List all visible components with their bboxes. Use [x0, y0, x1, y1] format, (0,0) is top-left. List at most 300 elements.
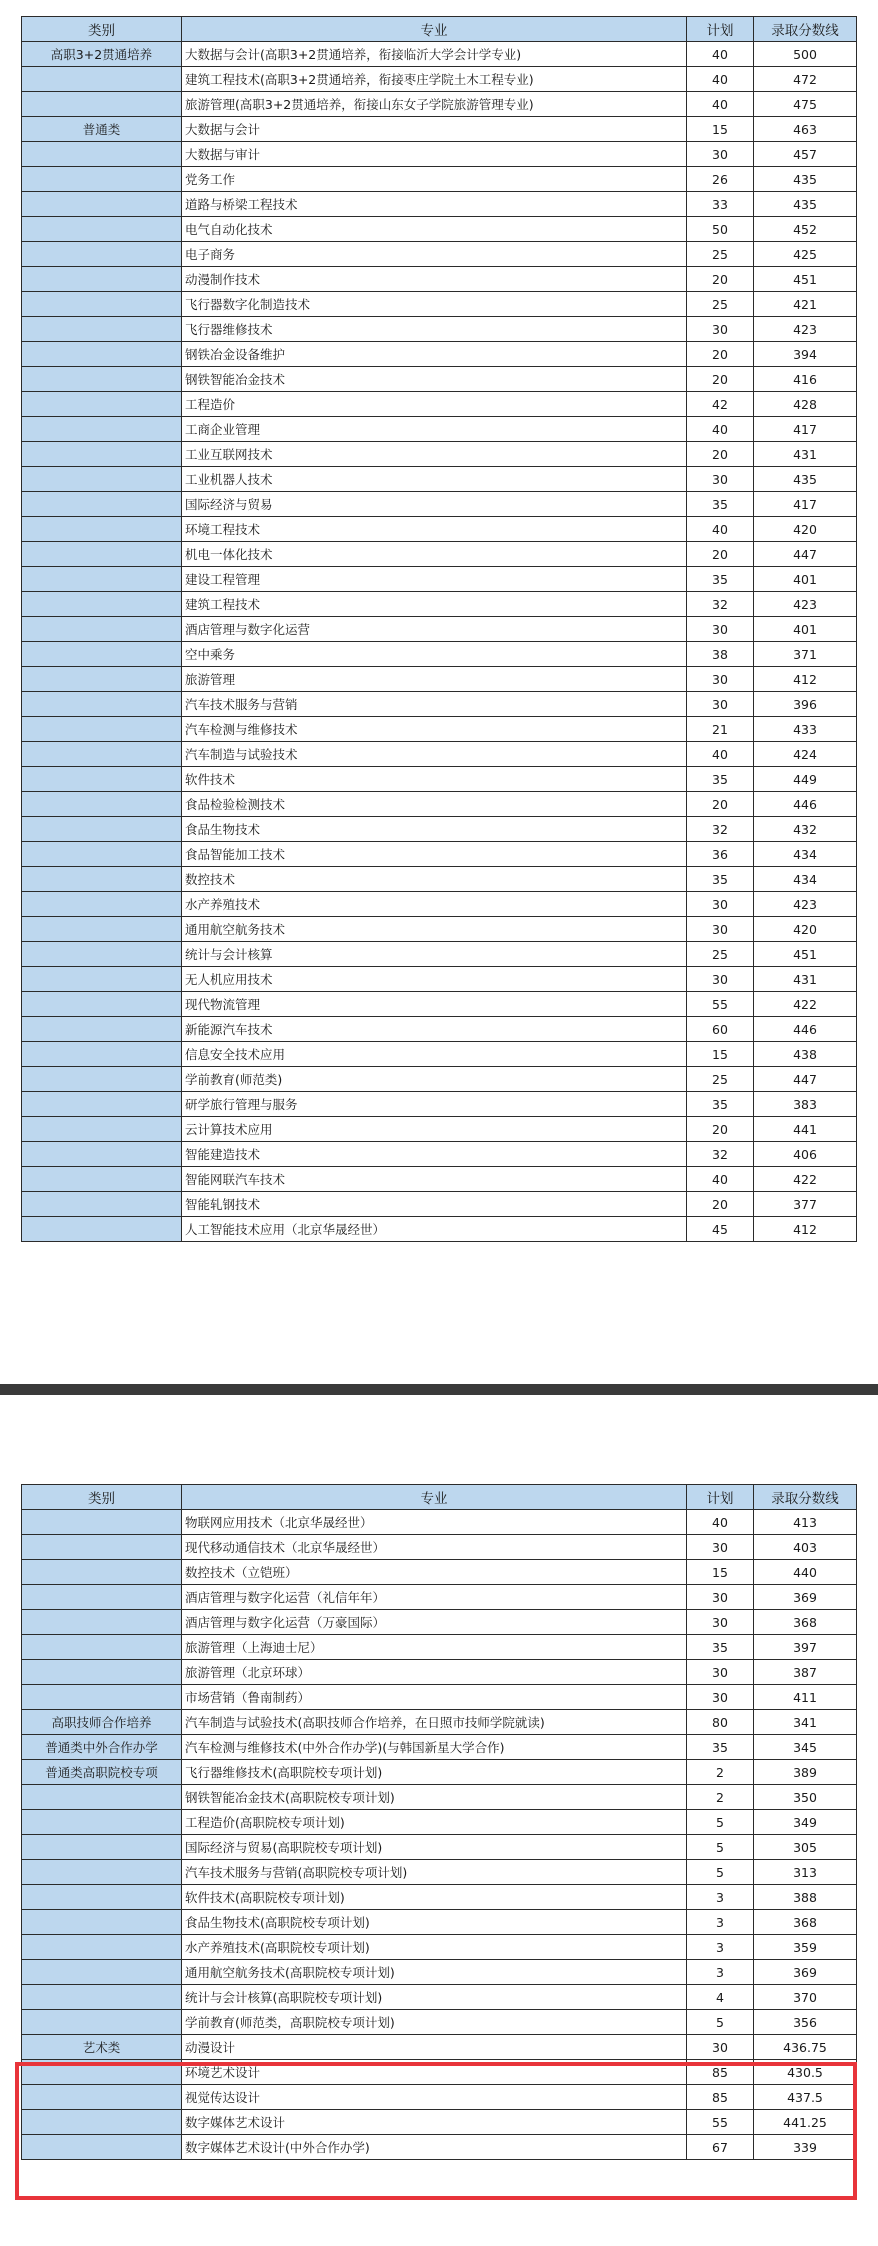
- table-row: [22, 1885, 857, 1910]
- table-row: [22, 917, 857, 942]
- plan-cell: 20: [687, 1117, 754, 1142]
- major-cell: 飞行器维修技术: [182, 317, 687, 342]
- major-cell: 智能建造技术: [182, 1142, 687, 1167]
- plan-cell: 40: [687, 67, 754, 92]
- category-cell: [22, 67, 182, 92]
- score-cell: 313: [754, 1860, 857, 1885]
- major-cell: 道路与桥梁工程技术: [182, 192, 687, 217]
- major-cell: 建筑工程技术(高职3+2贯通培养，衔接枣庄学院土木工程专业): [182, 67, 687, 92]
- major-cell: 云计算技术应用: [182, 1117, 687, 1142]
- major-cell: 智能轧钢技术: [182, 1192, 687, 1217]
- plan-cell: 3: [687, 1910, 754, 1935]
- category-cell: [22, 1067, 182, 1092]
- category-cell: [22, 142, 182, 167]
- score-cell: 370: [754, 1985, 857, 2010]
- major-cell: 汽车制造与试验技术: [182, 742, 687, 767]
- major-cell: 建筑工程技术: [182, 592, 687, 617]
- table-row: [22, 642, 857, 667]
- major-cell: 国际经济与贸易: [182, 492, 687, 517]
- category-cell: [22, 2010, 182, 2035]
- table-row: [22, 1910, 857, 1935]
- plan-cell: 25: [687, 292, 754, 317]
- category-cell: [22, 2135, 182, 2160]
- plan-cell: 15: [687, 117, 754, 142]
- table-row: [22, 1560, 857, 1585]
- major-cell: 食品生物技术: [182, 817, 687, 842]
- plan-cell: 40: [687, 42, 754, 67]
- plan-cell: 35: [687, 1092, 754, 1117]
- major-cell: 党务工作: [182, 167, 687, 192]
- score-cell: 437.5: [754, 2085, 857, 2110]
- plan-cell: 30: [687, 1585, 754, 1610]
- table-row: [22, 2010, 857, 2035]
- score-cell: 350: [754, 1785, 857, 1810]
- major-cell: 国际经济与贸易(高职院校专项计划): [182, 1835, 687, 1860]
- category-cell: 普通类高职院校专项: [22, 1760, 182, 1785]
- category-cell: [22, 542, 182, 567]
- header-category: 类别: [22, 17, 182, 42]
- score-cell: 428: [754, 392, 857, 417]
- major-cell: 工程造价(高职院校专项计划): [182, 1810, 687, 1835]
- table-row: [22, 617, 857, 642]
- score-cell: 463: [754, 117, 857, 142]
- score-cell: 441.25: [754, 2110, 857, 2135]
- plan-cell: 30: [687, 2035, 754, 2060]
- category-cell: [22, 2110, 182, 2135]
- category-cell: [22, 292, 182, 317]
- table-row: [22, 492, 857, 517]
- table-row: [22, 1710, 857, 1735]
- category-cell: [22, 1192, 182, 1217]
- plan-cell: 25: [687, 1067, 754, 1092]
- plan-cell: 40: [687, 1510, 754, 1535]
- score-cell: 434: [754, 842, 857, 867]
- category-cell: [22, 242, 182, 267]
- category-cell: [22, 192, 182, 217]
- table-row: [22, 717, 857, 742]
- table-row: [22, 767, 857, 792]
- score-cell: 423: [754, 317, 857, 342]
- score-cell: 356: [754, 2010, 857, 2035]
- major-cell: 飞行器维修技术(高职院校专项计划): [182, 1760, 687, 1785]
- score-cell: 430.5: [754, 2060, 857, 2085]
- category-cell: [22, 442, 182, 467]
- score-cell: 397: [754, 1635, 857, 1660]
- score-cell: 412: [754, 1217, 857, 1242]
- score-cell: 417: [754, 417, 857, 442]
- plan-cell: 5: [687, 2010, 754, 2035]
- category-cell: [22, 892, 182, 917]
- category-cell: [22, 592, 182, 617]
- category-cell: [22, 617, 182, 642]
- category-cell: [22, 1935, 182, 1960]
- plan-cell: 30: [687, 467, 754, 492]
- plan-cell: 15: [687, 1042, 754, 1067]
- category-cell: [22, 517, 182, 542]
- table-row: [22, 942, 857, 967]
- score-cell: 422: [754, 992, 857, 1017]
- plan-cell: 30: [687, 917, 754, 942]
- plan-cell: 30: [687, 1610, 754, 1635]
- table-row: [22, 792, 857, 817]
- table-row: [22, 242, 857, 267]
- score-cell: 416: [754, 367, 857, 392]
- major-cell: 统计与会计核算: [182, 942, 687, 967]
- plan-cell: 36: [687, 842, 754, 867]
- category-cell: [22, 642, 182, 667]
- table-row: [22, 1785, 857, 1810]
- major-cell: 飞行器数字化制造技术: [182, 292, 687, 317]
- major-cell: 水产养殖技术(高职院校专项计划): [182, 1935, 687, 1960]
- table-row: [22, 1960, 857, 1985]
- plan-cell: 35: [687, 492, 754, 517]
- major-cell: 工商企业管理: [182, 417, 687, 442]
- table-header-row: [22, 17, 857, 42]
- score-cell: 401: [754, 567, 857, 592]
- plan-cell: 33: [687, 192, 754, 217]
- header-major: 专业: [182, 17, 687, 42]
- table-row: [22, 2110, 857, 2135]
- table-row: [22, 1167, 857, 1192]
- major-cell: 新能源汽车技术: [182, 1017, 687, 1042]
- score-cell: 436.75: [754, 2035, 857, 2060]
- table-row: [22, 467, 857, 492]
- score-cell: 369: [754, 1585, 857, 1610]
- major-cell: 学前教育(师范类): [182, 1067, 687, 1092]
- category-cell: [22, 1635, 182, 1660]
- major-cell: 旅游管理（北京环球）: [182, 1660, 687, 1685]
- score-cell: 424: [754, 742, 857, 767]
- plan-cell: 20: [687, 542, 754, 567]
- score-cell: 435: [754, 192, 857, 217]
- category-cell: [22, 1017, 182, 1042]
- category-cell: [22, 92, 182, 117]
- score-cell: 389: [754, 1760, 857, 1785]
- category-cell: [22, 417, 182, 442]
- plan-cell: 60: [687, 1017, 754, 1042]
- score-cell: 423: [754, 892, 857, 917]
- category-cell: [22, 267, 182, 292]
- plan-cell: 35: [687, 867, 754, 892]
- category-cell: 普通类中外合作办学: [22, 1735, 182, 1760]
- major-cell: 电子商务: [182, 242, 687, 267]
- major-cell: 旅游管理（上海迪士尼）: [182, 1635, 687, 1660]
- major-cell: 工业机器人技术: [182, 467, 687, 492]
- plan-cell: 30: [687, 692, 754, 717]
- score-cell: 432: [754, 817, 857, 842]
- plan-cell: 30: [687, 317, 754, 342]
- category-cell: [22, 1217, 182, 1242]
- category-cell: [22, 742, 182, 767]
- table-row: [22, 2085, 857, 2110]
- major-cell: 食品检验检测技术: [182, 792, 687, 817]
- category-cell: [22, 392, 182, 417]
- plan-cell: 32: [687, 817, 754, 842]
- plan-cell: 4: [687, 1985, 754, 2010]
- major-cell: 软件技术(高职院校专项计划): [182, 1885, 687, 1910]
- category-cell: [22, 1960, 182, 1985]
- score-cell: 452: [754, 217, 857, 242]
- score-cell: 422: [754, 1167, 857, 1192]
- plan-cell: 35: [687, 1635, 754, 1660]
- table-row: [22, 1142, 857, 1167]
- score-cell: 417: [754, 492, 857, 517]
- category-cell: [22, 1810, 182, 1835]
- score-cell: 305: [754, 1835, 857, 1860]
- plan-cell: 3: [687, 1885, 754, 1910]
- major-cell: 机电一体化技术: [182, 542, 687, 567]
- plan-cell: 80: [687, 1710, 754, 1735]
- category-cell: [22, 1167, 182, 1192]
- score-cell: 412: [754, 667, 857, 692]
- plan-cell: 20: [687, 442, 754, 467]
- table-row: [22, 667, 857, 692]
- plan-cell: 30: [687, 892, 754, 917]
- plan-cell: 40: [687, 742, 754, 767]
- category-cell: [22, 967, 182, 992]
- major-cell: 大数据与会计(高职3+2贯通培养，衔接临沂大学会计学专业): [182, 42, 687, 67]
- score-cell: 359: [754, 1935, 857, 1960]
- plan-cell: 30: [687, 1660, 754, 1685]
- plan-cell: 21: [687, 717, 754, 742]
- header-category: 类别: [22, 1485, 182, 1510]
- score-cell: 434: [754, 867, 857, 892]
- plan-cell: 5: [687, 1860, 754, 1885]
- major-cell: 酒店管理与数字化运营（礼信年年）: [182, 1585, 687, 1610]
- plan-cell: 35: [687, 767, 754, 792]
- plan-cell: 85: [687, 2085, 754, 2110]
- score-cell: 369: [754, 1960, 857, 1985]
- score-cell: 446: [754, 792, 857, 817]
- category-cell: [22, 1860, 182, 1885]
- plan-cell: 3: [687, 1960, 754, 1985]
- major-cell: 大数据与审计: [182, 142, 687, 167]
- score-cell: 441: [754, 1117, 857, 1142]
- score-cell: 449: [754, 767, 857, 792]
- plan-cell: 67: [687, 2135, 754, 2160]
- table-row: [22, 2135, 857, 2160]
- major-cell: 数控技术: [182, 867, 687, 892]
- major-cell: 汽车检测与维修技术(中外合作办学)(与韩国新星大学合作): [182, 1735, 687, 1760]
- score-cell: 377: [754, 1192, 857, 1217]
- major-cell: 水产养殖技术: [182, 892, 687, 917]
- major-cell: 汽车技术服务与营销: [182, 692, 687, 717]
- table-row: [22, 1067, 857, 1092]
- score-cell: 371: [754, 642, 857, 667]
- table-row: [22, 292, 857, 317]
- major-cell: 空中乘务: [182, 642, 687, 667]
- major-cell: 学前教育(师范类，高职院校专项计划): [182, 2010, 687, 2035]
- score-cell: 435: [754, 467, 857, 492]
- category-cell: [22, 817, 182, 842]
- plan-cell: 38: [687, 642, 754, 667]
- score-cell: 435: [754, 167, 857, 192]
- category-cell: [22, 1117, 182, 1142]
- table-row: [22, 867, 857, 892]
- category-cell: [22, 667, 182, 692]
- score-cell: 341: [754, 1710, 857, 1735]
- major-cell: 信息安全技术应用: [182, 1042, 687, 1067]
- plan-cell: 30: [687, 1535, 754, 1560]
- category-cell: 高职3+2贯通培养: [22, 42, 182, 67]
- plan-cell: 20: [687, 1192, 754, 1217]
- plan-cell: 5: [687, 1835, 754, 1860]
- category-cell: [22, 2060, 182, 2085]
- table-row: [22, 317, 857, 342]
- table-row: [22, 1217, 857, 1242]
- plan-cell: 20: [687, 267, 754, 292]
- category-cell: [22, 467, 182, 492]
- plan-cell: 30: [687, 967, 754, 992]
- table-row: [22, 1610, 857, 1635]
- header-score: 录取分数线: [754, 17, 857, 42]
- table-row: [22, 442, 857, 467]
- section-divider: [0, 1384, 878, 1395]
- major-cell: 现代物流管理: [182, 992, 687, 1017]
- major-cell: 汽车检测与维修技术: [182, 717, 687, 742]
- plan-cell: 35: [687, 567, 754, 592]
- major-cell: 软件技术: [182, 767, 687, 792]
- plan-cell: 40: [687, 92, 754, 117]
- major-cell: 酒店管理与数字化运营（万豪国际）: [182, 1610, 687, 1635]
- category-cell: [22, 1685, 182, 1710]
- major-cell: 大数据与会计: [182, 117, 687, 142]
- plan-cell: 30: [687, 142, 754, 167]
- major-cell: 市场营销（鲁南制药）: [182, 1685, 687, 1710]
- major-cell: 现代移动通信技术（北京华晟经世）: [182, 1535, 687, 1560]
- major-cell: 酒店管理与数字化运营: [182, 617, 687, 642]
- major-cell: 钢铁冶金设备维护: [182, 342, 687, 367]
- major-cell: 工程造价: [182, 392, 687, 417]
- score-cell: 368: [754, 1910, 857, 1935]
- table-row: [22, 1635, 857, 1660]
- plan-cell: 55: [687, 2110, 754, 2135]
- plan-cell: 35: [687, 1735, 754, 1760]
- score-cell: 431: [754, 442, 857, 467]
- table-row: [22, 1760, 857, 1785]
- admission-table-1: [21, 16, 857, 1242]
- category-cell: [22, 1610, 182, 1635]
- score-cell: 451: [754, 267, 857, 292]
- major-cell: 食品智能加工技术: [182, 842, 687, 867]
- plan-cell: 50: [687, 217, 754, 242]
- table-row: [22, 67, 857, 92]
- category-cell: [22, 1985, 182, 2010]
- header-major: 专业: [182, 1485, 687, 1510]
- category-cell: [22, 1510, 182, 1535]
- category-cell: [22, 1585, 182, 1610]
- category-cell: [22, 1910, 182, 1935]
- score-cell: 383: [754, 1092, 857, 1117]
- score-cell: 431: [754, 967, 857, 992]
- plan-cell: 3: [687, 1935, 754, 1960]
- table-row: [22, 2060, 857, 2085]
- table-row: [22, 1535, 857, 1560]
- plan-cell: 2: [687, 1785, 754, 1810]
- table-row: [22, 1735, 857, 1760]
- table-row: [22, 367, 857, 392]
- table-row: [22, 1835, 857, 1860]
- score-cell: 421: [754, 292, 857, 317]
- score-cell: 475: [754, 92, 857, 117]
- table-row: [22, 567, 857, 592]
- plan-cell: 20: [687, 367, 754, 392]
- table-row: [22, 42, 857, 67]
- major-cell: 视觉传达设计: [182, 2085, 687, 2110]
- category-cell: [22, 2085, 182, 2110]
- score-cell: 447: [754, 542, 857, 567]
- header-plan: 计划: [687, 1485, 754, 1510]
- major-cell: 物联网应用技术（北京华晟经世）: [182, 1510, 687, 1535]
- header-score: 录取分数线: [754, 1485, 857, 1510]
- major-cell: 汽车技术服务与营销(高职院校专项计划): [182, 1860, 687, 1885]
- score-cell: 345: [754, 1735, 857, 1760]
- table-row: [22, 2035, 857, 2060]
- major-cell: 电气自动化技术: [182, 217, 687, 242]
- major-cell: 钢铁智能冶金技术(高职院校专项计划): [182, 1785, 687, 1810]
- score-cell: 500: [754, 42, 857, 67]
- major-cell: 数字媒体艺术设计: [182, 2110, 687, 2135]
- major-cell: 动漫制作技术: [182, 267, 687, 292]
- score-cell: 401: [754, 617, 857, 642]
- category-cell: [22, 367, 182, 392]
- score-cell: 394: [754, 342, 857, 367]
- major-cell: 人工智能技术应用（北京华晟经世）: [182, 1217, 687, 1242]
- table-row: [22, 192, 857, 217]
- category-cell: [22, 567, 182, 592]
- score-cell: 406: [754, 1142, 857, 1167]
- category-cell: [22, 792, 182, 817]
- score-cell: 368: [754, 1610, 857, 1635]
- score-cell: 388: [754, 1885, 857, 1910]
- plan-cell: 25: [687, 942, 754, 967]
- category-cell: [22, 717, 182, 742]
- major-cell: 通用航空航务技术: [182, 917, 687, 942]
- category-cell: [22, 692, 182, 717]
- table-row: [22, 142, 857, 167]
- major-cell: 钢铁智能冶金技术: [182, 367, 687, 392]
- plan-cell: 85: [687, 2060, 754, 2085]
- plan-cell: 32: [687, 1142, 754, 1167]
- table-row: [22, 167, 857, 192]
- table-row: [22, 267, 857, 292]
- plan-cell: 32: [687, 592, 754, 617]
- plan-cell: 40: [687, 417, 754, 442]
- plan-cell: 30: [687, 617, 754, 642]
- table-row: [22, 967, 857, 992]
- plan-cell: 30: [687, 667, 754, 692]
- category-cell: [22, 1835, 182, 1860]
- major-cell: 通用航空航务技术(高职院校专项计划): [182, 1960, 687, 1985]
- category-cell: [22, 867, 182, 892]
- header-plan: 计划: [687, 17, 754, 42]
- category-cell: [22, 317, 182, 342]
- major-cell: 统计与会计核算(高职院校专项计划): [182, 1985, 687, 2010]
- category-cell: [22, 167, 182, 192]
- plan-cell: 15: [687, 1560, 754, 1585]
- table-row: [22, 1042, 857, 1067]
- table-row: [22, 117, 857, 142]
- score-cell: 420: [754, 517, 857, 542]
- table-row: [22, 217, 857, 242]
- category-cell: [22, 992, 182, 1017]
- table-row: [22, 1092, 857, 1117]
- table-row: [22, 1810, 857, 1835]
- category-cell: [22, 1560, 182, 1585]
- score-cell: 446: [754, 1017, 857, 1042]
- score-cell: 425: [754, 242, 857, 267]
- table-row: [22, 592, 857, 617]
